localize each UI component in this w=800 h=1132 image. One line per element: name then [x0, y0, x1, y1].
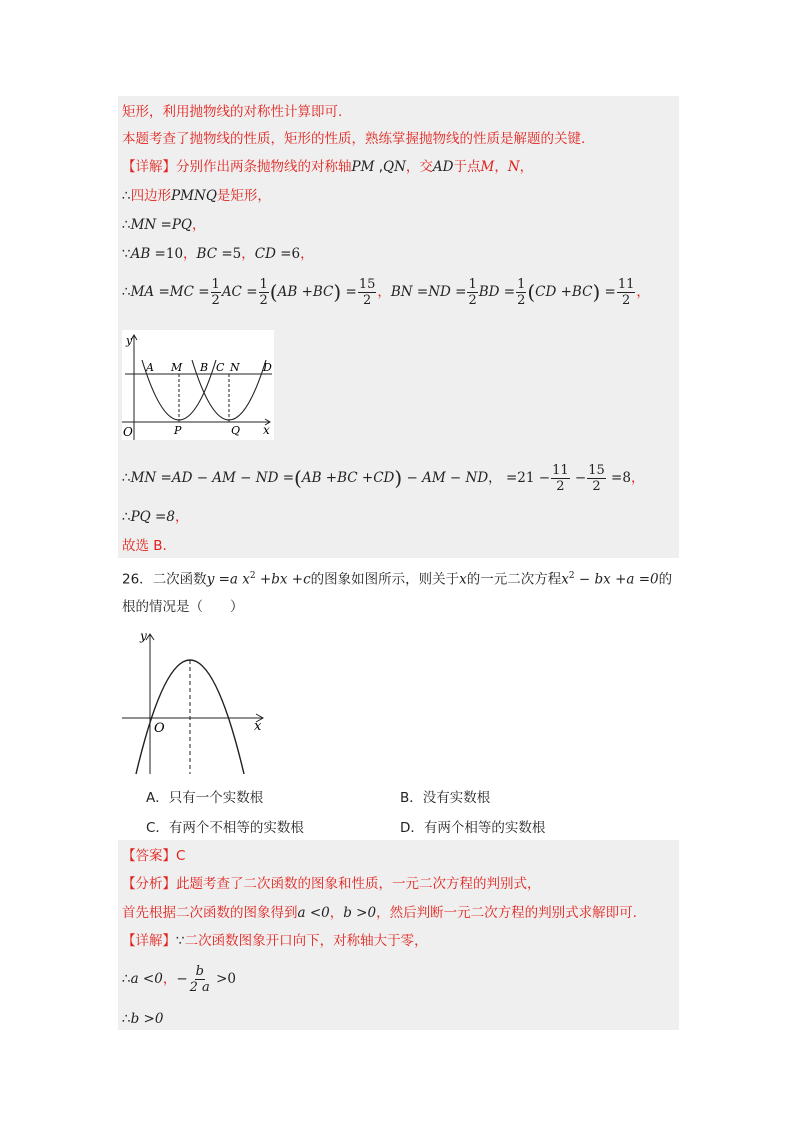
therefore-symbol: ∴ [122, 217, 131, 233]
label-m: M [171, 361, 183, 374]
label-o: O [123, 425, 133, 439]
sep: ， [636, 284, 650, 300]
rparen: ) [394, 466, 403, 490]
lparen: ( [527, 280, 536, 304]
parabola-figure [118, 628, 270, 778]
ab-value: =10 [150, 246, 184, 262]
label-b: B [200, 361, 209, 374]
ab-plus-bc: AB +BC [277, 284, 334, 300]
label-d: D [263, 361, 272, 374]
q-eq2-b: − bx +a =0 [574, 571, 659, 588]
q-sup2: 2 [568, 571, 575, 581]
frac-den: 2 [259, 292, 268, 308]
label-c: C [216, 361, 225, 374]
detail-comma: , [374, 159, 384, 175]
rect-line [122, 187, 271, 205]
frac-den: 2 [517, 292, 526, 308]
therefore-symbol: ∴ [122, 470, 131, 486]
detail-tag: 【详解】 [122, 933, 176, 949]
frac-num: 1 [468, 276, 477, 292]
sep: ， [241, 246, 255, 262]
figure-background [122, 330, 274, 440]
pq-eq-8: PQ =8 [130, 509, 175, 525]
frac-num: 11 [617, 276, 635, 292]
question-26-line1 [122, 567, 672, 589]
question-number: 26． [122, 571, 153, 588]
q-text-c: 的一元二次方程 [466, 571, 562, 588]
var-ab: AB [130, 246, 151, 262]
frac-den: 2 [621, 292, 631, 308]
frac-num: b [195, 963, 204, 979]
var-n: N [507, 159, 520, 175]
sep: ， [300, 246, 314, 262]
sep: ， [630, 470, 645, 486]
b-gt-0: b >0 [130, 1011, 164, 1027]
rect-text-a: 四边形 [130, 188, 172, 204]
solution-line-summary: 本题考查了抛物线的性质，矩形的性质，熟练掌握抛物线的性质是解题的关键. [122, 131, 586, 147]
q-text-b: 的图象如图所示，则关于 [310, 571, 460, 588]
cd-value: =6 [275, 246, 301, 262]
frac-half [467, 277, 477, 308]
q-text-d: 的 [658, 571, 673, 588]
therefore-symbol: ∴ [122, 1011, 131, 1027]
detail-tag: 【详解】 [122, 159, 176, 175]
frac-num: 15 [588, 462, 605, 478]
a-lt-0: a <0 [130, 971, 163, 987]
because-symbol: ∵ [122, 246, 131, 262]
var-ad: AD [432, 159, 454, 175]
therefore-symbol: ∴ [122, 509, 131, 525]
mn-pq-end: ， [191, 217, 206, 233]
sep: ， [183, 246, 197, 262]
var-m: M [480, 159, 495, 175]
frac-15-2 [587, 463, 606, 494]
q-sup2: 2 [249, 571, 256, 581]
detail-text-a: 分别作出两条抛物线的对称轴 [176, 159, 352, 175]
detail-sep: ， [494, 159, 508, 175]
frac-den: 2 a [189, 979, 210, 995]
therefore-symbol: ∴ [122, 971, 131, 987]
frac-11-2 [617, 277, 636, 308]
ma-eq-mc: MA =MC = [130, 284, 210, 300]
var-bd: BD [478, 284, 500, 300]
sep: ， [162, 971, 177, 987]
mn-expr-sum: AB +BC +CD [301, 470, 395, 486]
frac-den: 2 [468, 292, 477, 308]
mn-expr-c: − AM − ND [402, 470, 489, 486]
two-parabolas-figure [122, 330, 274, 440]
given-lengths-line [122, 245, 314, 263]
option-d[interactable]: D．有两个相等的实数根 [400, 820, 546, 836]
equals: = [499, 284, 516, 300]
detail-text-b: ，交 [405, 159, 433, 175]
detail-text: 二次函数图象开口向下，对称轴大于零， [184, 933, 428, 949]
frac-den: 2 [211, 292, 220, 308]
frac-den: 2 [556, 478, 565, 494]
equals: = [241, 284, 258, 300]
option-a[interactable]: A．只有一个实数根 [146, 790, 264, 806]
frac-b-over-2a [189, 964, 211, 995]
choose-line: 故选 B. [122, 538, 167, 554]
frac-11-2 [551, 463, 570, 494]
sep: ， [174, 509, 189, 525]
var-pmnq: PMNQ [171, 188, 217, 204]
analysis-line2 [122, 904, 637, 922]
label-a: A [146, 361, 154, 374]
label-n: N [230, 361, 240, 374]
b-final-line [122, 1010, 163, 1028]
q-eq2-a: x [561, 571, 569, 588]
frac-num: 11 [552, 462, 569, 478]
lparen: ( [294, 466, 302, 490]
sep: ， [377, 284, 391, 300]
frac-half [211, 277, 221, 308]
because-symbol: ∵ [176, 933, 185, 949]
equals: = [341, 284, 357, 300]
label-y: y [140, 629, 147, 643]
equals-8: =8 [606, 470, 631, 486]
q-text-a: 二次函数 [152, 571, 207, 588]
answer-line: 【答案】C [122, 848, 186, 864]
var-qn: QN [383, 159, 406, 175]
mn-pq-line [122, 216, 205, 234]
frac-num: 15 [358, 276, 376, 292]
q-eq-b: +bx +c [255, 571, 311, 588]
equals: = [600, 284, 616, 300]
therefore-symbol: ∴ [122, 284, 131, 300]
therefore-symbol: ∴ [122, 188, 131, 204]
detail-end: ， [519, 159, 534, 175]
ma-mc-line [122, 275, 650, 309]
var-bc: BC [196, 246, 218, 262]
bn-eq-nd: BN =ND = [390, 284, 467, 300]
option-c[interactable]: C．有两个不相等的实数根 [146, 820, 304, 836]
label-p: P [174, 424, 182, 437]
mn-expr-a: MN =AD − AM − ND = [130, 470, 295, 486]
analysis-line1: 【分析】此题考查了二次函数的图象和性质，一元二次方程的判别式， [122, 876, 541, 892]
frac-num: 1 [259, 276, 268, 292]
var-cd: CD [254, 246, 276, 262]
option-b[interactable]: B．没有实数根 [400, 790, 491, 806]
frac-den: 2 [592, 478, 601, 494]
answer-detail-line [122, 932, 428, 950]
frac-num: 1 [517, 276, 526, 292]
label-q: Q [231, 424, 241, 437]
q-var-x: x [459, 571, 467, 588]
detail-line [122, 158, 533, 176]
rect-text-b: 是矩形， [216, 188, 271, 204]
b-gt-0: b >0 [343, 905, 377, 921]
mn-computation-line [122, 461, 644, 495]
frac-half [516, 277, 526, 308]
frac-den: 2 [362, 292, 372, 308]
var-ac: AC [221, 284, 242, 300]
lparen: ( [269, 280, 278, 304]
minus: − [176, 971, 188, 987]
minus: − [570, 470, 587, 486]
solution-line-rectangle: 矩形，利用抛物线的对称性计算即可. [122, 104, 343, 120]
bc-value: =5 [217, 246, 242, 262]
analysis-text-b: ，然后判断一元二次方程的判别式求解即可. [376, 905, 637, 921]
mn-expr-d: ， =21 − [488, 470, 551, 486]
cd-plus-bc: CD +BC [535, 284, 593, 300]
label-x: x [254, 719, 262, 734]
label-x: x [263, 423, 270, 437]
frac-num: 1 [211, 276, 220, 292]
sep: ， [329, 905, 344, 921]
question-26-line2: 根的情况是（ ） [122, 599, 244, 615]
a-lt-0: a <0 [297, 905, 330, 921]
inequality-line [122, 962, 236, 996]
rparen: ) [592, 280, 601, 304]
label-y: y [126, 334, 133, 347]
gt-0: >0 [211, 971, 237, 987]
analysis-text-a: 首先根据二次函数的图象得到 [122, 905, 298, 921]
detail-text-c: 于点 [453, 159, 481, 175]
label-o: O [154, 721, 165, 736]
mn-eq-pq: MN =PQ [130, 217, 192, 233]
frac-15-2 [358, 277, 377, 308]
var-pm: PM [351, 159, 375, 175]
rparen: ) [333, 280, 342, 304]
frac-half [259, 277, 269, 308]
q-eq-a: y =a x [206, 571, 250, 588]
pq-result-line [122, 508, 188, 526]
